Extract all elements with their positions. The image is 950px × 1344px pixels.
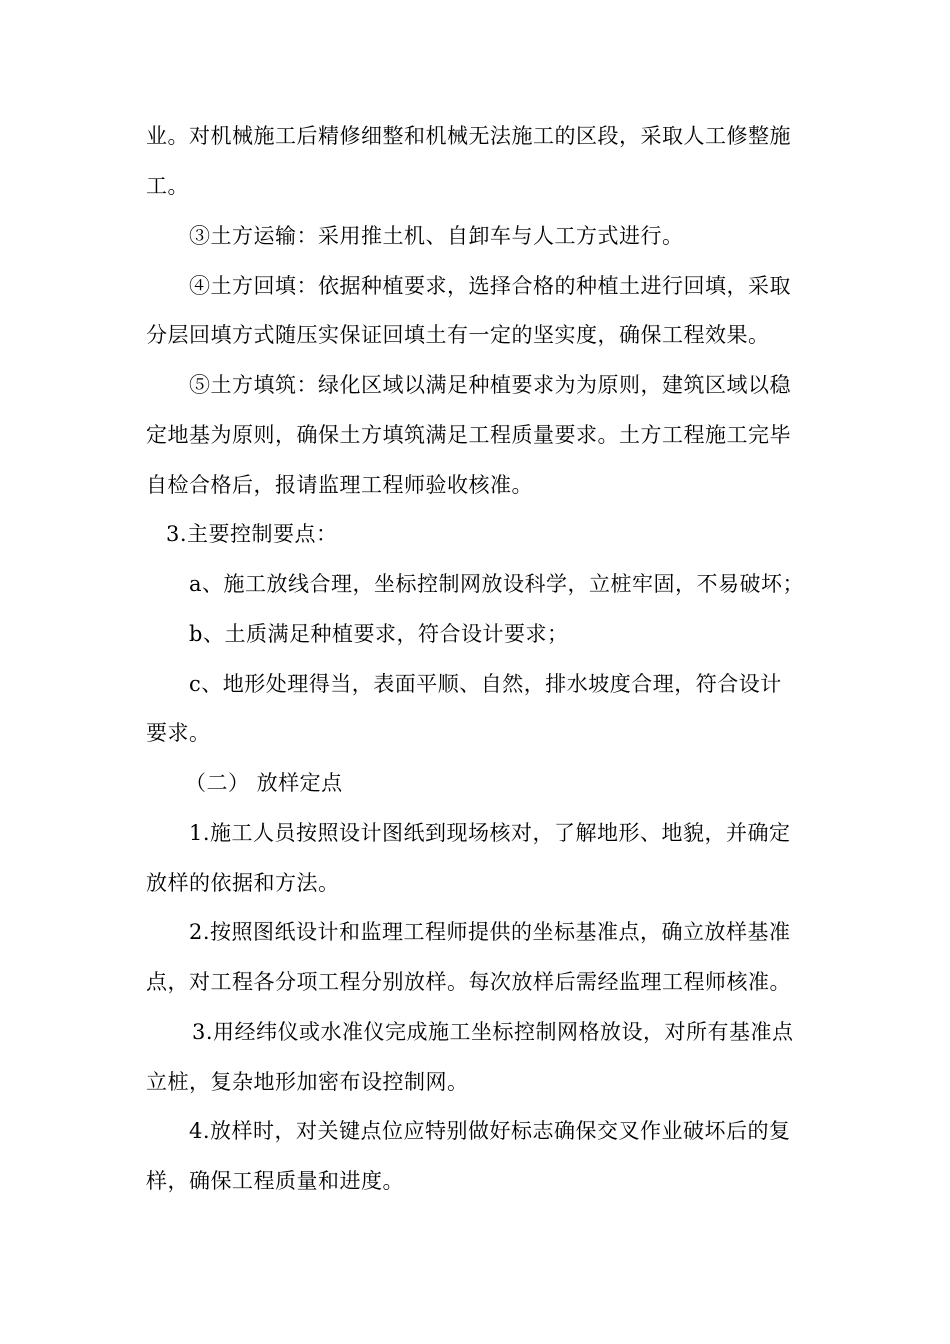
text-line: 工。 [146,174,189,198]
text-line: 3.主要控制要点： [166,522,338,546]
text-line: ⑤土方填筑：绿化区域以满足种植要求为为原则，建筑区域以稳 [189,373,791,397]
text-line: （二） 放样定点 [185,771,343,795]
text-line: b、土质满足种植要求，符合设计要求； [189,622,569,646]
text-line: 定地基为原则，确保土方填筑满足工程质量要求。土方工程施工完毕 [146,423,791,447]
text-line: 2.按照图纸设计和监理工程师提供的坐标基准点，确立放样基准 [189,920,791,944]
text-line: ③土方运输：采用推土机、自卸车与人工方式进行。 [189,224,684,248]
text-line: 4.放样时，对关键点位应特别做好标志确保交叉作业破坏后的复 [189,1119,791,1143]
text-line: 立桩，复杂地形加密布设控制网。 [146,1070,469,1094]
text-line: 业。对机械施工后精修细整和机械无法施工的区段，采取人工修整施 [146,124,791,148]
text-line: 样，确保工程质量和进度。 [146,1169,404,1193]
text-line: 1.施工人员按照设计图纸到现场核对，了解地形、地貌，并确定 [189,821,791,845]
text-line: c、地形处理得当，表面平顺、自然，排水坡度合理，符合设计 [189,672,782,696]
text-line: 要求。 [146,721,211,745]
text-line: 放样的依据和方法。 [146,871,340,895]
text-line: 分层回填方式随压实保证回填土有一定的坚实度，确保工程效果。 [146,323,770,347]
text-line: a、施工放线合理，坐标控制网放设科学，立桩牢固，不易破坏； [189,572,805,596]
text-line: 3.用经纬仪或水准仪完成施工坐标控制网格放设，对所有基准点 [192,1020,794,1044]
text-line: ④土方回填：依据种植要求，选择合格的种植土进行回填，采取 [189,274,791,298]
text-line: 点，对工程各分项工程分别放样。每次放样后需经监理工程师核准。 [146,970,791,994]
text-line: 自检合格后，报请监理工程师验收核准。 [146,473,533,497]
